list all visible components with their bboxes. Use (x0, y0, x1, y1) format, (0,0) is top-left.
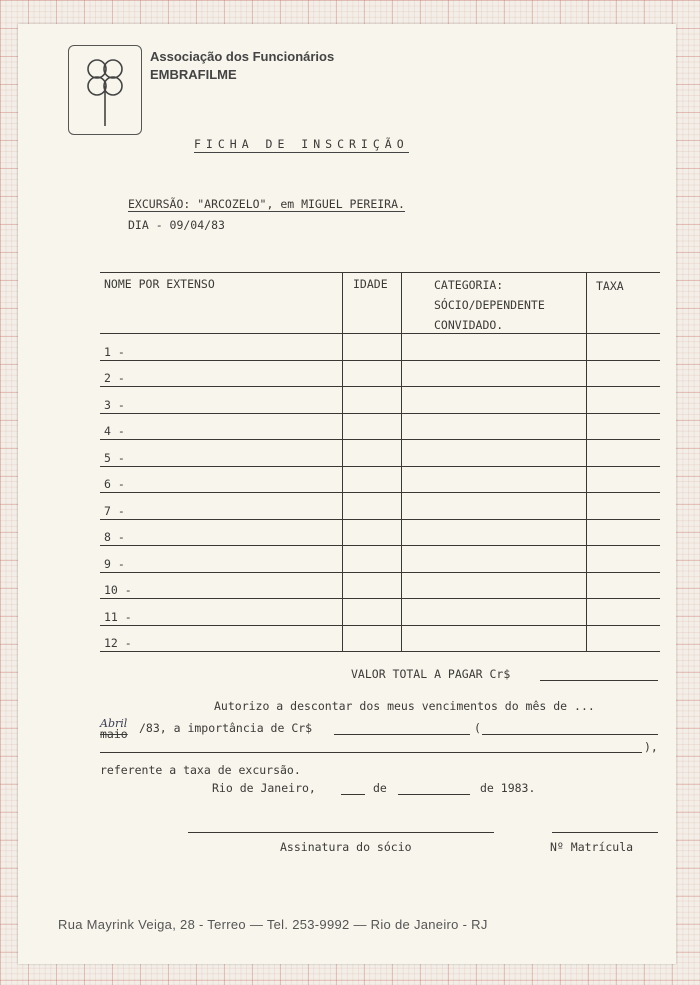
association-flower-logo-icon (69, 46, 141, 134)
footer-address: Rua Mayrink Veiga, 28 - Terreo — Tel. 253-9992 — Rio de Janeiro - RJ (58, 917, 488, 932)
table-row-number[interactable]: 1 - (104, 345, 125, 359)
authorization-line1: Autorizo a descontar dos meus vencimentos do mês de ... (214, 699, 595, 713)
table-row-number[interactable]: 8 - (104, 530, 125, 544)
amount-numeric-line[interactable] (334, 734, 470, 735)
table-row-line (100, 360, 660, 361)
table-row-line (100, 625, 660, 626)
table-row-line (100, 572, 660, 573)
registration-number-line[interactable] (552, 832, 658, 833)
signature-line[interactable] (188, 832, 494, 833)
table-row-line (100, 598, 660, 599)
table-row-number[interactable]: 3 - (104, 398, 125, 412)
table-row-line (100, 492, 660, 493)
authorization-line3: referente a taxa de excursão. (100, 763, 301, 777)
table-row-number[interactable]: 9 - (104, 557, 125, 571)
table-row-number[interactable]: 6 - (104, 477, 125, 491)
table-row-number[interactable]: 12 - (104, 636, 132, 650)
header-category-line2: SÓCIO/DEPENDENTE (434, 298, 545, 312)
table-row-number[interactable]: 10 - (104, 583, 132, 597)
org-name-line2: EMBRAFILME (150, 67, 237, 82)
table-row-line (100, 545, 660, 546)
place-date-year: de 1983. (480, 781, 536, 795)
amount-words-line1[interactable] (482, 734, 658, 735)
table-row-line (100, 519, 660, 520)
header-bottom-border (100, 333, 660, 334)
handwritten-month: Abril (100, 717, 128, 730)
header-age: IDADE (353, 277, 388, 291)
amount-words-line2[interactable] (100, 752, 642, 753)
excursion-date: DIA - 09/04/83 (128, 218, 225, 232)
table-row-number[interactable]: 2 - (104, 371, 125, 385)
header-name: NOME POR EXTENSO (104, 277, 215, 291)
table-row-line (100, 413, 660, 414)
logo-frame (68, 45, 142, 135)
table-row-number[interactable]: 11 - (104, 610, 132, 624)
table-row-line (100, 651, 660, 652)
table-divider-age (342, 272, 343, 652)
registration-number-label: Nº Matrícula (550, 840, 634, 854)
place-date-city: Rio de Janeiro, (212, 781, 316, 795)
table-row-line (100, 386, 660, 387)
open-paren: ( (474, 721, 481, 735)
total-label: VALOR TOTAL A PAGAR Cr$ (351, 667, 511, 681)
table-divider-category (401, 272, 402, 652)
header-category-line3: CONVIDADO. (434, 318, 504, 332)
close-paren: ), (644, 740, 658, 754)
table-top-border (100, 272, 660, 273)
table-row-number[interactable]: 7 - (104, 504, 125, 518)
authorization-line2: /83, a importância de Cr$ (139, 721, 313, 735)
signature-label: Assinatura do sócio (280, 840, 412, 854)
table-row-number[interactable]: 4 - (104, 424, 125, 438)
table-row-line (100, 439, 660, 440)
month-field-line[interactable] (398, 794, 470, 795)
table-divider-fee (586, 272, 587, 652)
form-title: FICHA DE INSCRIÇÃO (194, 137, 409, 151)
form-sheet (18, 24, 676, 964)
header-category-line1: CATEGORIA: (434, 278, 504, 292)
org-name-line1: Associação dos Funcionários (150, 49, 335, 64)
place-date-de: de (373, 781, 387, 795)
day-field-line[interactable] (341, 794, 365, 795)
total-amount-line[interactable] (540, 680, 658, 681)
table-row-number[interactable]: 5 - (104, 451, 125, 465)
excursion-info: EXCURSÃO: "ARCOZELO", em MIGUEL PEREIRA. (128, 197, 405, 211)
header-fee: TAXA (596, 279, 624, 293)
struck-month: maio (100, 727, 128, 741)
table-row-line (100, 466, 660, 467)
